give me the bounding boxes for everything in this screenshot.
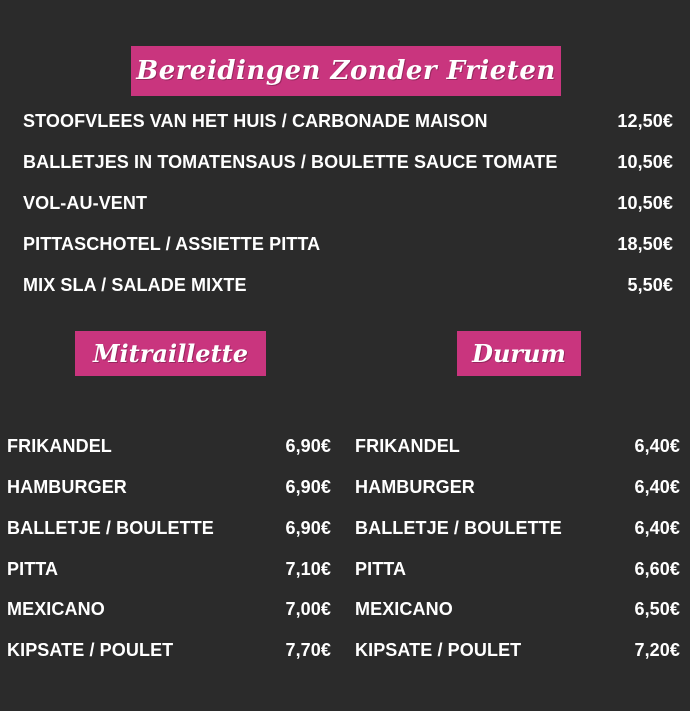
item-name: STOOFVLEES VAN HET HUIS / CARBONADE MAISON [23,111,488,131]
item-price: 6,50€ [634,599,680,619]
item-name: VOL-AU-VENT [23,193,148,213]
menu-item [7,598,331,620]
section-title-bereidingen: Bereidingen Zonder Frieten [131,46,561,96]
item-price: 6,40€ [634,518,680,538]
item-name: MIX SLA / SALADE MIXTE [23,275,247,295]
menu-item [355,476,680,498]
item-name: MEXICANO [355,599,453,619]
menu-item [23,110,673,132]
menu-item [355,435,680,457]
item-name: KIPSATE / POULET [355,640,522,660]
menu-item [355,517,680,539]
menu-item [355,639,680,661]
menu-item [7,476,331,498]
item-price: 6,40€ [634,477,680,497]
item-name: BALLETJES IN TOMATENSAUS / BOULETTE SAUCE TOMATE [23,152,558,172]
item-name: BALLETJE / BOULETTE [355,518,562,538]
menu-item [7,558,331,580]
item-price: 6,40€ [634,436,680,456]
menu-item [23,233,673,255]
item-price: 7,20€ [634,640,680,660]
section-title-mitraillette: Mitraillette [75,331,266,376]
item-price: 7,10€ [285,559,331,579]
item-price: 10,50€ [617,152,673,172]
item-name: KIPSATE / POULET [7,640,174,660]
menu-item [7,435,331,457]
item-name: HAMBURGER [7,477,127,497]
item-price: 6,90€ [285,518,331,538]
item-name: PITTA [355,559,407,579]
menu-item [355,598,680,620]
menu-item [23,151,673,173]
item-name: PITTASCHOTEL / ASSIETTE PITTA [23,234,321,254]
item-name: PITTA [7,559,59,579]
item-name: FRIKANDEL [7,436,112,456]
item-name: HAMBURGER [355,477,475,497]
menu-item [23,274,673,296]
item-price: 7,70€ [285,640,331,660]
item-price: 5,50€ [627,275,673,295]
item-price: 12,50€ [617,111,673,131]
section-title-durum: Durum [457,331,581,376]
menu-item [23,192,673,214]
menu-item [355,558,680,580]
item-price: 18,50€ [617,234,673,254]
item-price: 6,60€ [634,559,680,579]
item-name: FRIKANDEL [355,436,460,456]
item-price: 7,00€ [285,599,331,619]
item-name: MEXICANO [7,599,105,619]
item-price: 6,90€ [285,436,331,456]
item-price: 6,90€ [285,477,331,497]
item-name: BALLETJE / BOULETTE [7,518,214,538]
menu-item [7,517,331,539]
menu-item [7,639,331,661]
item-price: 10,50€ [617,193,673,213]
